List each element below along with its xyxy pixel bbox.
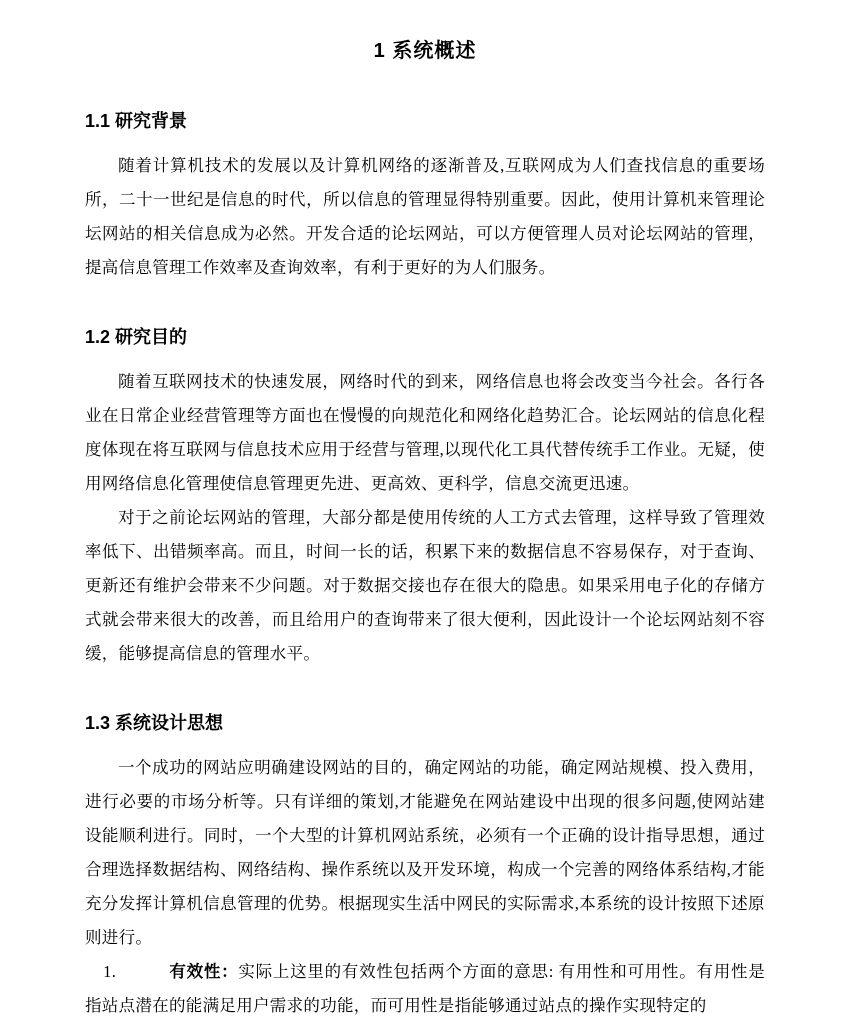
paragraph: 对于之前论坛网站的管理，大部分都是使用传统的人工方式去管理，这样导致了管理效率低下、出错频率高。而且，时间一长的话，积累下来的数据信息不容易保存，对于查询、更新还有维护会带来不少问题。对于数据交接也存在很大的隐患。如果采用电子化的存储方式就会带来很大的改善，而且给用户的查询带来了很大便利，因此设计一个论坛网站刻不容缓，能够提高信息的管理水平。 [85,508,765,663]
paragraph: 随着互联网技术的快速发展，网络时代的到来，网络信息也将会改变当今社会。各行各业在日常企业经营管理等方面也在慢慢的向规范化和网络化趋势汇合。论坛网站的信息化程度体现在将互联网与信息技术应用于经营与管理,以现代化工具代替传统手工作业。无疑，使用网络信息化管理使信息管理更先进、更高效、更科学，信息交流更迅速。 [85,372,765,493]
list-item-label: 有效性： [168,962,239,981]
section-research-background [85,107,765,285]
list-item [85,955,765,1023]
list-item-number: 1. [103,962,117,981]
paragraph: 随着计算机技术的发展以及计算机网络的逐渐普及,互联网成为人们查找信息的重要场所，二十一世纪是信息的时代，所以信息的管理显得特别重要。因此，使用计算机来管理论坛网站的相关信息成为必然。开发合适的论坛网站，可以方便管理人员对论坛网站的管理，提高信息管理工作效率及查询效率，有利于更好的为人们服务。 [85,156,765,277]
document-title: 1 系统概述 [373,40,477,62]
paragraph: 一个成功的网站应明确建设网站的目的，确定网站的功能，确定网站规模、投入费用，进行必要的市场分析等。只有详细的策划,才能避免在网站建设中出现的很多问题,使网站建设能顺利进行。同时，一个大型的计算机网站系统，必须有一个正确的设计指导思想，通过合理选择数据结构、网络结构、操作系统以及开发环境，构成一个完善的网络体系结构,才能充分发挥计算机信息管理的优势。根据现实生活中网民的实际需求,本系统的设计按照下述原则进行。 [85,758,765,947]
section-heading-1-1: 1.1 研究背景 [85,111,188,131]
list-item-text: 实际上这里的有效性包括两个方面的意思: 有用性和可用性。有用性是指站点潜在的能满足用户需求的功能，而可用性是指能够通过站点的操作实现特定的 [85,962,766,1015]
section-research-purpose [85,323,765,671]
section-design-philosophy [85,709,765,1023]
section-heading-1-3: 1.3 系统设计思想 [85,713,224,733]
section-heading-1-2: 1.2 研究目的 [85,327,188,347]
